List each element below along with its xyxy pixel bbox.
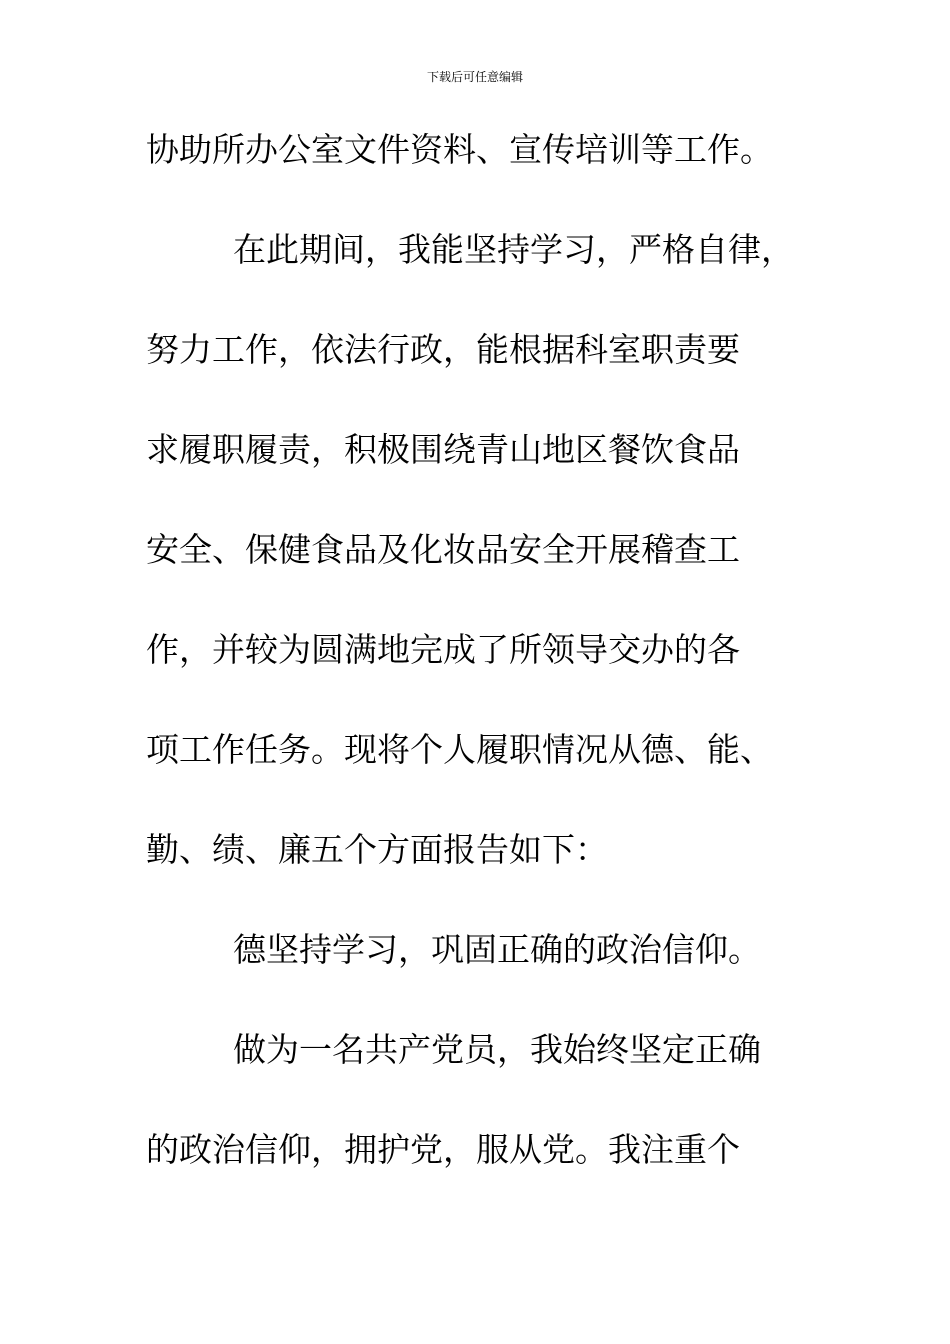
text-line: 项工作任务。现将个人履职情况从德、能、 <box>146 730 773 769</box>
text-line: 安全、保健食品及化妆品安全开展稽查工 <box>146 530 740 569</box>
text-line: 努力工作，依法行政，能根据科室职责要 <box>146 330 740 369</box>
paragraph-start-line: 在此期间，我能坚持学习，严格自律， <box>233 230 794 269</box>
text-line: 作，并较为圆满地完成了所领导交办的各 <box>146 630 740 669</box>
text-line: 求履职履责，积极围绕青山地区餐饮食品 <box>146 430 740 469</box>
text-line: 勤、绩、廉五个方面报告如下： <box>146 830 608 869</box>
text-line: 的政治信仰，拥护党，服从党。我注重个 <box>146 1130 740 1169</box>
page-header-note: 下载后可任意编辑 <box>426 70 523 84</box>
text-line: 协助所办公室文件资料、宣传培训等工作。 <box>146 130 773 169</box>
section-heading-line: 德坚持学习，巩固正确的政治信仰。 <box>233 930 761 969</box>
paragraph-start-line: 做为一名共产党员，我始终坚定正确 <box>233 1030 761 1069</box>
